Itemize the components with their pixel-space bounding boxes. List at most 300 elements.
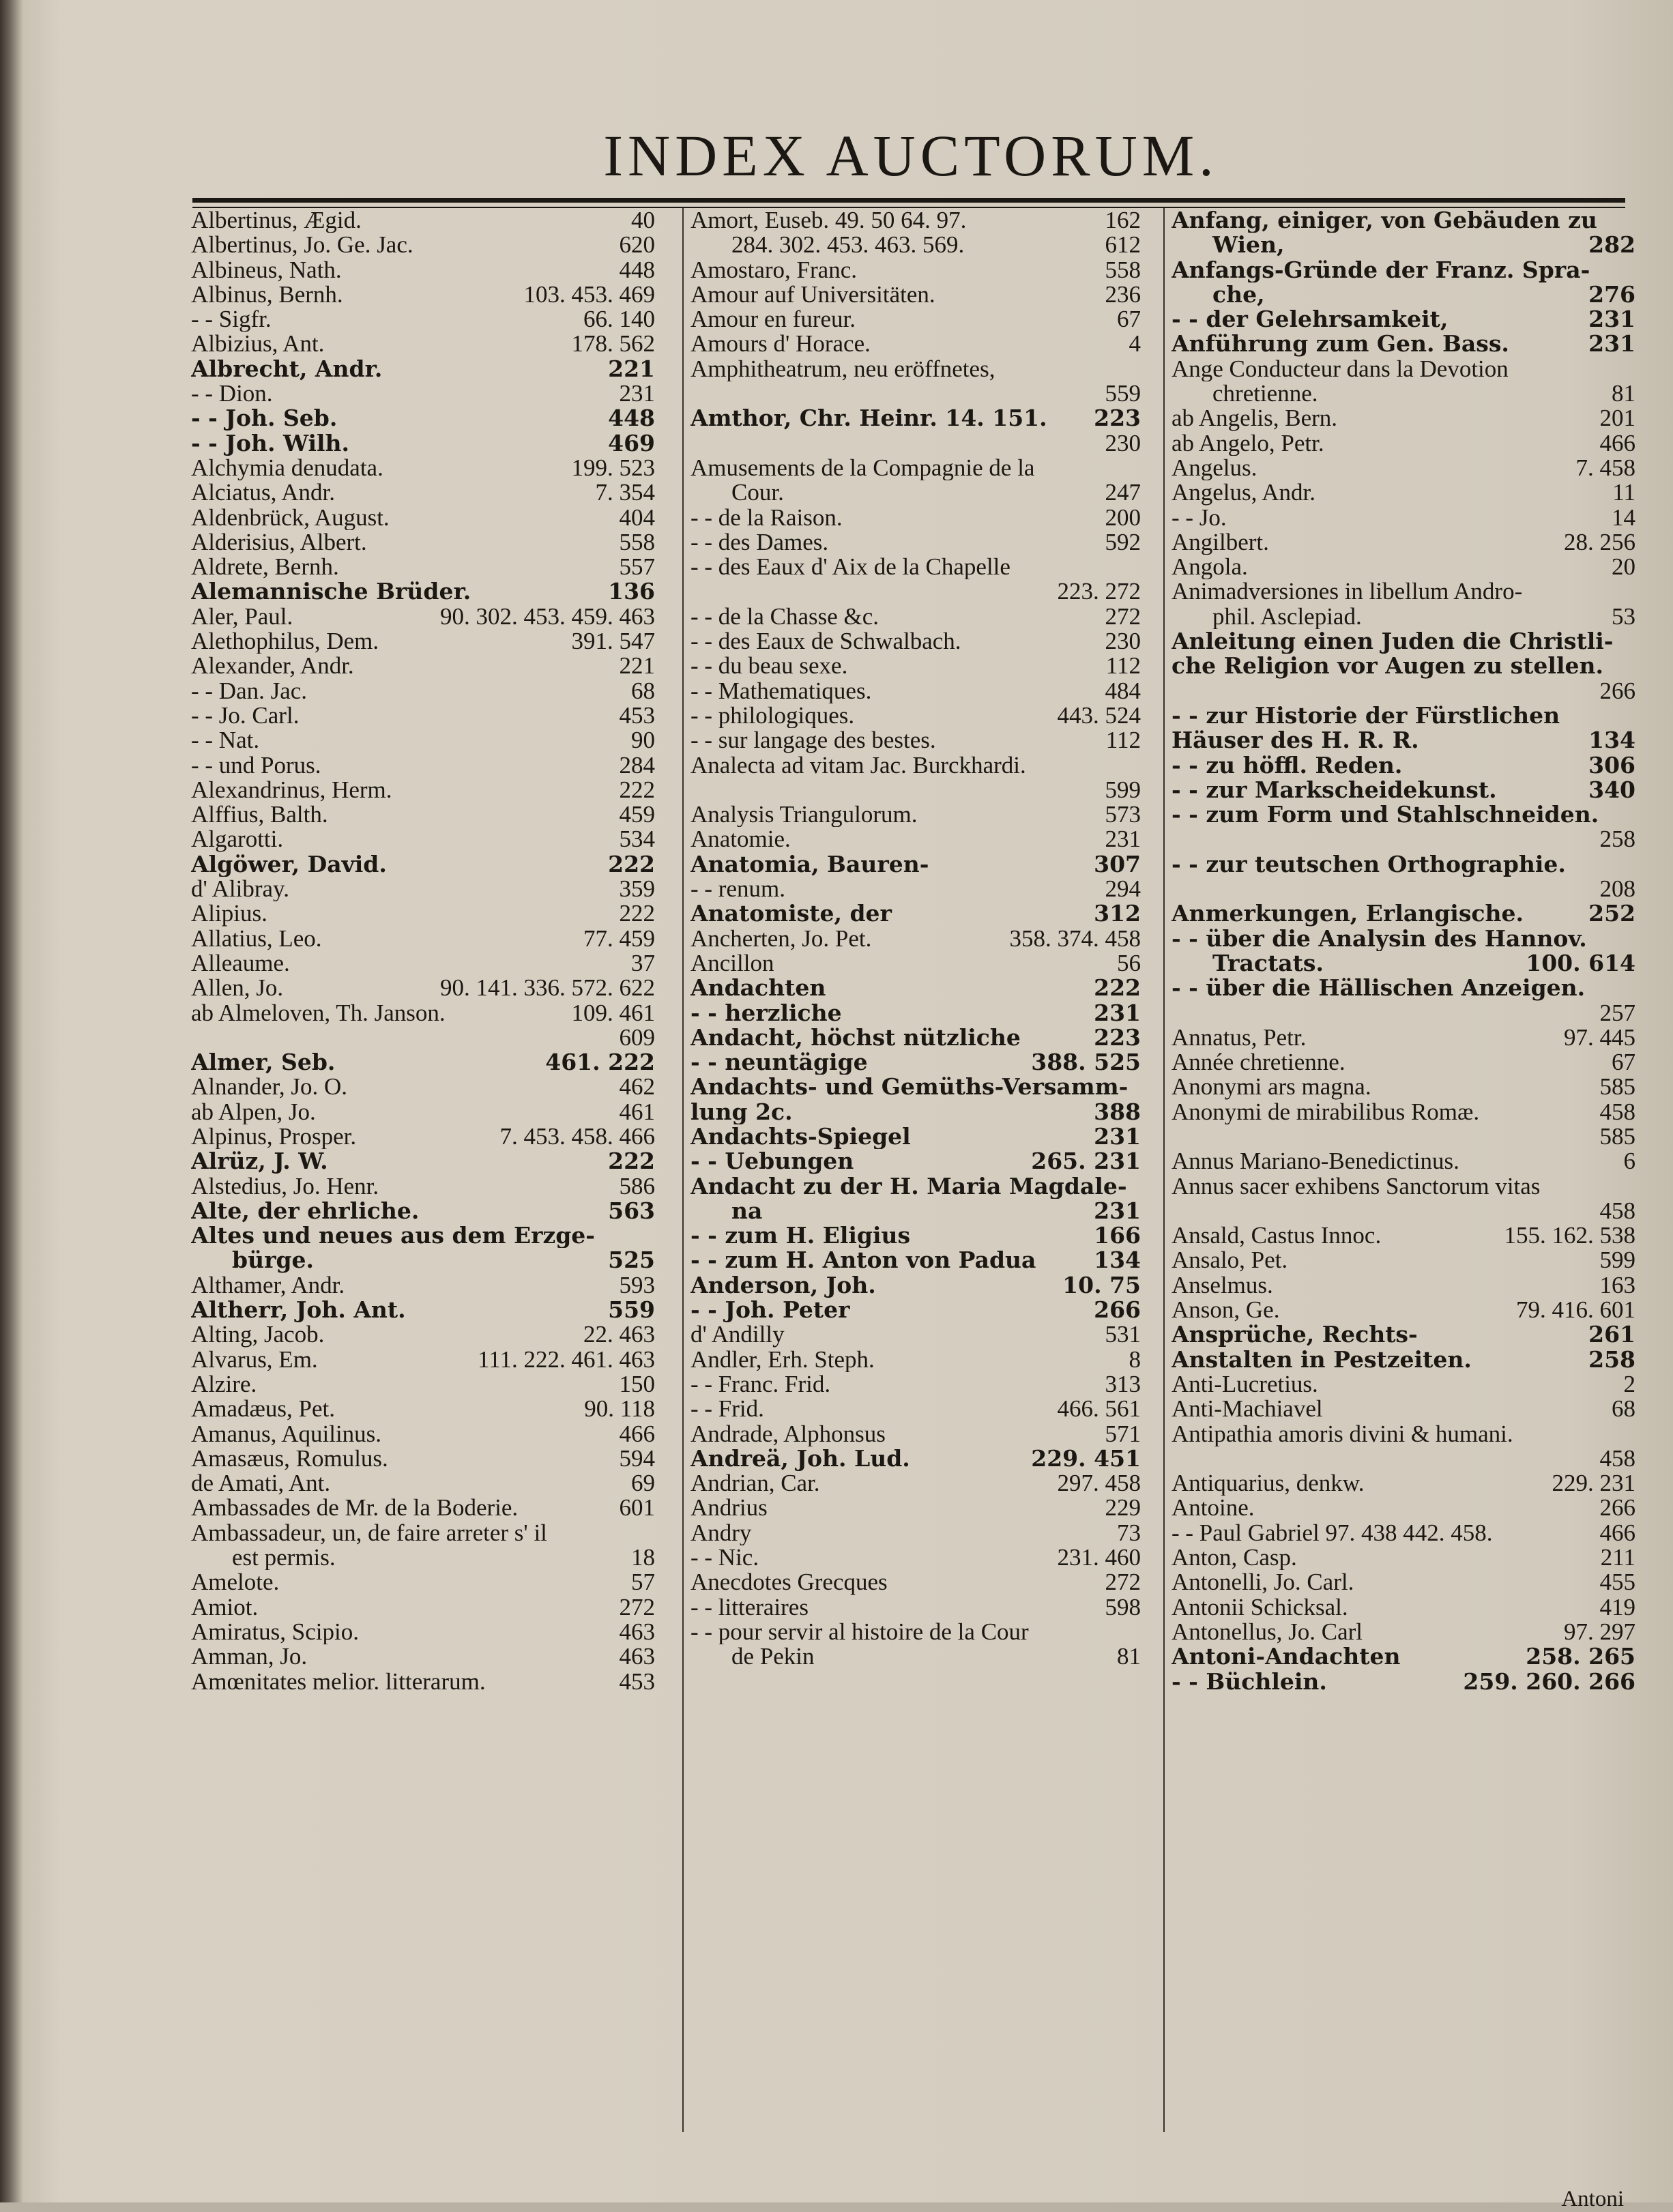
index-entry [191,307,655,332]
entry-pages: 388 [1094,1099,1141,1124]
entry-name: Anecdotes Grecques [690,1570,888,1595]
index-entry [1172,827,1635,852]
entry-pages: 247 [1105,480,1141,506]
entry-name: Angelus. [1172,455,1257,481]
index-entry [690,1124,1141,1149]
entry-name: Amours d' Horace. [690,332,871,357]
page-title: INDEX AUCTORUM. [603,123,1219,188]
entry-pages: 4 [1129,332,1141,357]
entry-pages: 612 [1105,233,1141,258]
index-entry [1172,1644,1635,1669]
entry-name: Anson, Ge. [1172,1298,1280,1323]
entry-pages: 73 [1117,1520,1141,1546]
index-entry [1172,1521,1635,1545]
entry-name: - - de la Chasse &c. [690,604,879,630]
index-entry [191,1595,655,1620]
index-entry [1172,654,1635,678]
entry-name: Anton, Casp. [1172,1545,1297,1571]
index-entry [690,1446,1141,1471]
entry-pages: 601 [619,1496,655,1521]
entry-pages: 90. 118 [584,1397,655,1422]
entry-pages: 453 [619,1669,655,1694]
entry-pages: 109. 461 [571,1000,655,1025]
index-entry [1172,1199,1635,1223]
entry-name: Ansprüche, Rechts- [1172,1322,1418,1348]
index-entry [690,877,1141,901]
entry-pages: 14 [1612,505,1635,530]
entry-pages: 448 [619,257,655,282]
index-entry [690,1595,1141,1620]
entry-pages: 229. 451 [1031,1446,1141,1472]
entry-pages: 266 [1599,1496,1635,1521]
index-entry [1172,233,1635,257]
index-entry [191,208,655,233]
index-entry [690,1496,1141,1520]
index-entry [690,530,1141,555]
index-entry [1172,530,1635,555]
entry-pages: 573 [1105,802,1141,828]
entry-name: Amanus, Aquilinus. [191,1421,382,1446]
entry-name: - - der Gelehrsamkeit, [1172,307,1449,332]
entry-pages: 391. 547 [571,629,655,654]
entry-pages: 77. 459 [583,926,655,951]
entry-pages: 134 [1094,1248,1141,1273]
entry-name: Alipius. [191,901,267,927]
entry-name: na [731,1198,763,1224]
entry-name: Tractats. [1212,950,1324,976]
entry-name: Anonymi ars magna. [1172,1075,1371,1100]
index-entry [191,1372,655,1397]
entry-name: Alleaume. [191,950,290,976]
index-entry [191,1644,655,1669]
entry-name: Annus Mariano-Benedictinus. [1172,1149,1459,1174]
index-entry [690,778,1141,802]
entry-pages: 358. 374. 458 [1009,926,1141,951]
entry-name: Analecta ad vitam Jac. Burckhardi. [690,753,1026,778]
entry-name: Allatius, Leo. [191,926,322,951]
entry-name: - - des Eaux d' Aix de la Chapelle [690,555,1010,580]
entry-name: Alvarus, Em. [191,1347,318,1372]
index-entry [1172,778,1635,802]
entry-name: - - zur teutschen Orthographie. [1172,852,1566,877]
entry-pages: 461 [619,1099,655,1124]
entry-pages: 7. 453. 458. 466 [499,1124,655,1150]
entry-pages: 294 [1105,877,1141,902]
entry-pages: 594 [619,1446,655,1472]
entry-name: Albertinus, Jo. Ge. Jac. [191,233,413,258]
entry-pages: 598 [1105,1595,1141,1620]
index-column-1 [191,208,655,2132]
index-entry [690,629,1141,654]
entry-name: Allen, Jo. [191,976,284,1001]
entry-pages: 69 [631,1471,655,1496]
entry-name: Annatus, Petr. [1172,1025,1307,1051]
entry-name: Ancherten, Jo. Pet. [690,926,872,951]
index-entry [1172,1595,1635,1620]
entry-pages: 284 [619,753,655,778]
entry-pages: 593 [619,1272,655,1298]
index-entry [191,456,655,480]
entry-pages: 458 [1599,1099,1635,1124]
entry-name: Amort, Euseb. 49. 50 64. 97. [690,208,967,233]
index-entry [191,1471,655,1496]
entry-name: Amour auf Universitäten. [690,282,935,308]
index-entry [1172,1174,1635,1199]
index-entry [191,381,655,406]
index-entry [1172,1248,1635,1272]
entry-name: - - zur Historie der Fürstlichen [1172,703,1560,729]
entry-pages: 90. 141. 336. 572. 622 [440,976,655,1001]
entry-pages: 112 [1105,728,1141,753]
index-entry [1172,1545,1635,1570]
entry-pages: 79. 416. 601 [1516,1298,1635,1323]
entry-pages: 252 [1588,901,1635,927]
index-entry [191,1545,655,1570]
index-entry [1172,1322,1635,1347]
entry-name: Alstedius, Jo. Henr. [191,1174,379,1199]
entry-name: ab Angelis, Bern. [1172,406,1338,431]
entry-name: Anfang, einiger, von Gebäuden zu [1172,208,1597,233]
entry-name: - - Paul Gabriel 97. 438 442. 458. [1172,1520,1493,1546]
entry-pages: 2 [1623,1371,1635,1397]
entry-name: Alexandrinus, Herm. [191,777,392,803]
entry-name: Andacht, höchst nützliche [690,1025,1021,1051]
index-entry [191,802,655,827]
entry-name: - - Dan. Jac. [191,678,308,703]
entry-pages: 259. 260. 266 [1463,1669,1635,1694]
index-entry [1172,1001,1635,1025]
index-entry [690,1199,1141,1223]
entry-name: Ange Conducteur dans la Devotion [1172,356,1509,382]
catchword: Antoni [1561,2187,1624,2211]
entry-name: - - über die Analysin des Hannov. [1172,926,1587,951]
entry-pages: 466. 561 [1057,1397,1141,1422]
index-entry [1172,1124,1635,1149]
entry-name: de Pekin [731,1644,815,1670]
entry-pages: 463 [619,1644,655,1670]
entry-name: Albertinus, Ægid. [191,208,362,233]
index-entry [690,1050,1141,1075]
entry-name: Alpinus, Prosper. [191,1124,357,1150]
index-entry [1172,480,1635,505]
entry-name: Andachts- und Gemüths-Versamm- [690,1075,1129,1100]
index-entry [690,431,1141,456]
index-entry [191,431,655,456]
entry-pages: 313 [1105,1371,1141,1397]
index-entry [1172,282,1635,307]
entry-name: Alting, Jacob. [191,1322,325,1348]
entry-pages: 484 [1105,678,1141,703]
index-entry [690,802,1141,827]
index-entry [191,753,655,778]
entry-pages: 257 [1599,1000,1635,1025]
entry-name: Amœnitates melior. litterarum. [191,1669,486,1694]
entry-name: - - Dion. [191,381,273,407]
entry-pages: 103. 453. 469 [523,282,655,308]
entry-name: - - zu höffl. Reden. [1172,753,1403,778]
entry-name: Anmerkungen, Erlangische. [1172,901,1524,927]
entry-name: - - herzliche [690,1000,842,1025]
entry-pages: 155. 162. 538 [1504,1223,1635,1249]
entry-name: Amour en fureur. [690,307,856,332]
entry-pages: 166 [1094,1223,1141,1249]
entry-pages: 559 [1105,381,1141,407]
index-entry [1172,1348,1635,1372]
index-entry [1172,1149,1635,1174]
entry-pages: 136 [608,579,655,605]
entry-name: - - und Porus. [191,753,321,778]
entry-pages: 230 [1105,431,1141,456]
index-entry [191,282,655,307]
entry-name: - - zum H. Anton von Padua [690,1248,1036,1273]
entry-name: Annus sacer exhibens Sanctorum vitas [1172,1174,1541,1199]
entry-name: - - Büchlein. [1172,1669,1327,1694]
index-entry [690,480,1141,505]
entry-name: Andry [690,1520,752,1546]
index-entry [690,579,1141,604]
entry-pages: 199. 523 [571,455,655,481]
entry-name: Alffius, Balth. [191,802,328,828]
entry-name: Amelote. [191,1570,280,1595]
entry-name: - - Frid. [690,1397,764,1422]
entry-pages: 231 [1094,1124,1141,1150]
entry-pages: 466 [1599,1520,1635,1546]
entry-pages: 462 [619,1075,655,1100]
entry-name: Analysis Triangulorum. [690,802,918,828]
index-entry [690,1372,1141,1397]
entry-pages: 559 [608,1298,655,1323]
entry-pages: 261 [1588,1322,1635,1348]
entry-pages: 592 [1105,529,1141,555]
index-entry [191,233,655,257]
index-entry [690,1471,1141,1496]
entry-pages: 53 [1612,604,1635,630]
index-entry [191,258,655,282]
entry-name: Ambassadeur, un, de faire arreter s' il [191,1520,547,1546]
entry-pages: 466 [619,1421,655,1446]
entry-name: Alzire. [191,1371,257,1397]
index-entry [690,1298,1141,1322]
entry-name: Antoine. [1172,1496,1255,1521]
entry-name: Animadversiones in libellum Andro- [1172,579,1523,605]
index-entry [191,1075,655,1099]
entry-name: Amman, Jo. [191,1644,308,1670]
index-entry [1172,1223,1635,1248]
index-entry [191,1174,655,1199]
entry-name: - - Franc. Frid. [690,1371,831,1397]
index-entry [690,1223,1141,1248]
entry-name: d' Alibray. [191,877,290,902]
entry-pages: 282 [1588,233,1635,258]
entry-name: - - sur langage des bestes. [690,728,936,753]
entry-name: Andachts-Spiegel [690,1124,911,1150]
entry-name: - - Joh. Wilh. [191,431,349,456]
entry-name: Albinus, Bernh. [191,282,343,308]
index-entry [1172,1446,1635,1471]
entry-name: Antonellus, Jo. Carl [1172,1619,1363,1645]
index-entry [690,927,1141,951]
entry-pages: 463 [619,1619,655,1645]
entry-pages: 599 [1105,777,1141,803]
entry-name: Antonelli, Jo. Carl. [1172,1570,1354,1595]
entry-name: Alciatus, Andr. [191,480,335,506]
index-entry [690,258,1141,282]
entry-pages: 100. 614 [1526,950,1635,976]
index-entry [690,233,1141,257]
entry-name: - - Jo. Carl. [191,703,300,729]
entry-name: Ancillon [690,950,774,976]
entry-name: phil. Asclepiad. [1212,604,1362,630]
index-entry [191,654,655,678]
index-entry [690,728,1141,753]
entry-name: Amiot. [191,1595,259,1620]
entry-name: Anonymi de mirabilibus Romæ. [1172,1099,1480,1124]
entry-name: Albineus, Nath. [191,257,342,282]
entry-name: Alnander, Jo. O. [191,1075,347,1100]
index-entry [1172,951,1635,976]
entry-name: Wien, [1212,233,1285,258]
index-entry [1172,901,1635,926]
header-rule [192,198,1625,203]
entry-pages: 466 [1599,431,1635,456]
index-entry [191,1149,655,1174]
entry-name: - - neuntägige [690,1050,868,1075]
entry-name: Anatomiste, der [690,901,892,927]
entry-pages: 258 [1588,1347,1635,1372]
entry-name: che, [1212,282,1265,308]
index-entry [1172,1496,1635,1520]
entry-pages: 81 [1117,1644,1141,1670]
index-entry [1172,1422,1635,1446]
index-entry [690,976,1141,1000]
entry-name: chretienne. [1212,381,1318,407]
index-entry [690,1644,1141,1669]
index-entry [690,703,1141,728]
index-entry [191,1670,655,1694]
index-entry [191,506,655,530]
entry-pages: 223. 272 [1057,579,1141,605]
index-entry [1172,258,1635,282]
entry-pages: 68 [1612,1397,1635,1422]
entry-name: Alchymia denudata. [191,455,383,481]
entry-pages: 37 [631,950,655,976]
index-entry [1172,1050,1635,1075]
entry-pages: 67 [1612,1050,1635,1075]
entry-name: - - Joh. Peter [690,1298,850,1323]
entry-pages: 620 [619,233,655,258]
entry-name: Alte, der ehrliche. [191,1198,420,1224]
entry-pages: 388. 525 [1031,1050,1141,1075]
entry-name: Anatomia, Bauren- [690,852,929,877]
entry-name: Amadæus, Pet. [191,1397,335,1422]
entry-pages: 231 [1588,332,1635,357]
index-entry [191,1001,655,1025]
entry-pages: 7. 354 [595,480,655,506]
entry-name: Ambassades de Mr. de la Boderie. [191,1496,519,1521]
entry-pages: 297. 458 [1057,1471,1141,1496]
index-entry [690,1248,1141,1272]
entry-pages: 81 [1612,381,1635,407]
index-entry [690,1149,1141,1174]
entry-pages: 272 [1105,604,1141,630]
entry-pages: 272 [619,1595,655,1620]
entry-name: Antipathia amoris divini & humani. [1172,1421,1513,1446]
entry-pages: 231 [1588,307,1635,332]
index-entry [690,901,1141,926]
index-entry [690,456,1141,480]
entry-name: Andreä, Joh. Lud. [690,1446,910,1472]
entry-name: - - Jo. [1172,505,1227,530]
index-entry [1172,1075,1635,1099]
index-entry [1172,332,1635,356]
index-entry [1172,381,1635,406]
index-entry [1172,1471,1635,1496]
entry-name: Algarotti. [191,827,284,852]
entry-pages: 571 [1105,1421,1141,1446]
entry-pages: 525 [608,1248,655,1273]
entry-pages: 231 [619,381,655,407]
entry-pages: 563 [608,1198,655,1224]
entry-name: - - Joh. Seb. [191,406,338,431]
entry-pages: 90. 302. 453. 459. 463 [440,604,655,630]
entry-name: Althamer, Andr. [191,1272,345,1298]
index-entry [1172,1100,1635,1124]
entry-pages: 453 [619,703,655,729]
entry-pages: 265. 231 [1031,1149,1141,1174]
entry-pages: 585 [1599,1075,1635,1100]
index-entry [1172,629,1635,654]
entry-name: Amasæus, Romulus. [191,1446,388,1472]
index-entry [1172,431,1635,456]
index-column-3 [1163,208,1635,2132]
entry-name: 284. 302. 453. 463. 569. [731,233,965,258]
entry-pages: 586 [619,1174,655,1199]
index-entry [1172,456,1635,480]
index-entry [191,579,655,604]
index-entry [690,1422,1141,1446]
index-entry [191,927,655,951]
entry-pages: 229. 231 [1552,1471,1635,1496]
index-entry [690,852,1141,877]
entry-pages: 111. 222. 461. 463 [478,1347,655,1372]
entry-name: Antiquarius, denkw. [1172,1471,1365,1496]
index-entry [1172,728,1635,753]
entry-pages: 200 [1105,505,1141,530]
entry-pages: 68 [631,678,655,703]
index-entry [690,1075,1141,1099]
index-entry [1172,579,1635,604]
index-entry [191,1199,655,1223]
entry-name: Häuser des H. R. R. [1172,728,1419,753]
entry-name: - - zum Form und Stahlschneiden. [1172,802,1599,828]
entry-pages: 443. 524 [1057,703,1141,729]
entry-name: lung 2c. [690,1099,793,1124]
entry-pages: 67 [1117,307,1141,332]
index-entry [1172,852,1635,877]
index-entry [1172,1620,1635,1644]
entry-name: Angelus, Andr. [1172,480,1315,506]
entry-name: - - philologiques. [690,703,855,729]
entry-pages: 231. 460 [1057,1545,1141,1571]
entry-name: Amostaro, Franc. [690,257,857,282]
entry-pages: 22. 463 [583,1322,655,1348]
entry-name: Angola. [1172,555,1248,580]
index-entry [1172,307,1635,332]
entry-pages: 223 [1094,406,1141,431]
index-entry [191,1620,655,1644]
index-entry [191,1050,655,1075]
entry-pages: 201 [1599,406,1635,431]
